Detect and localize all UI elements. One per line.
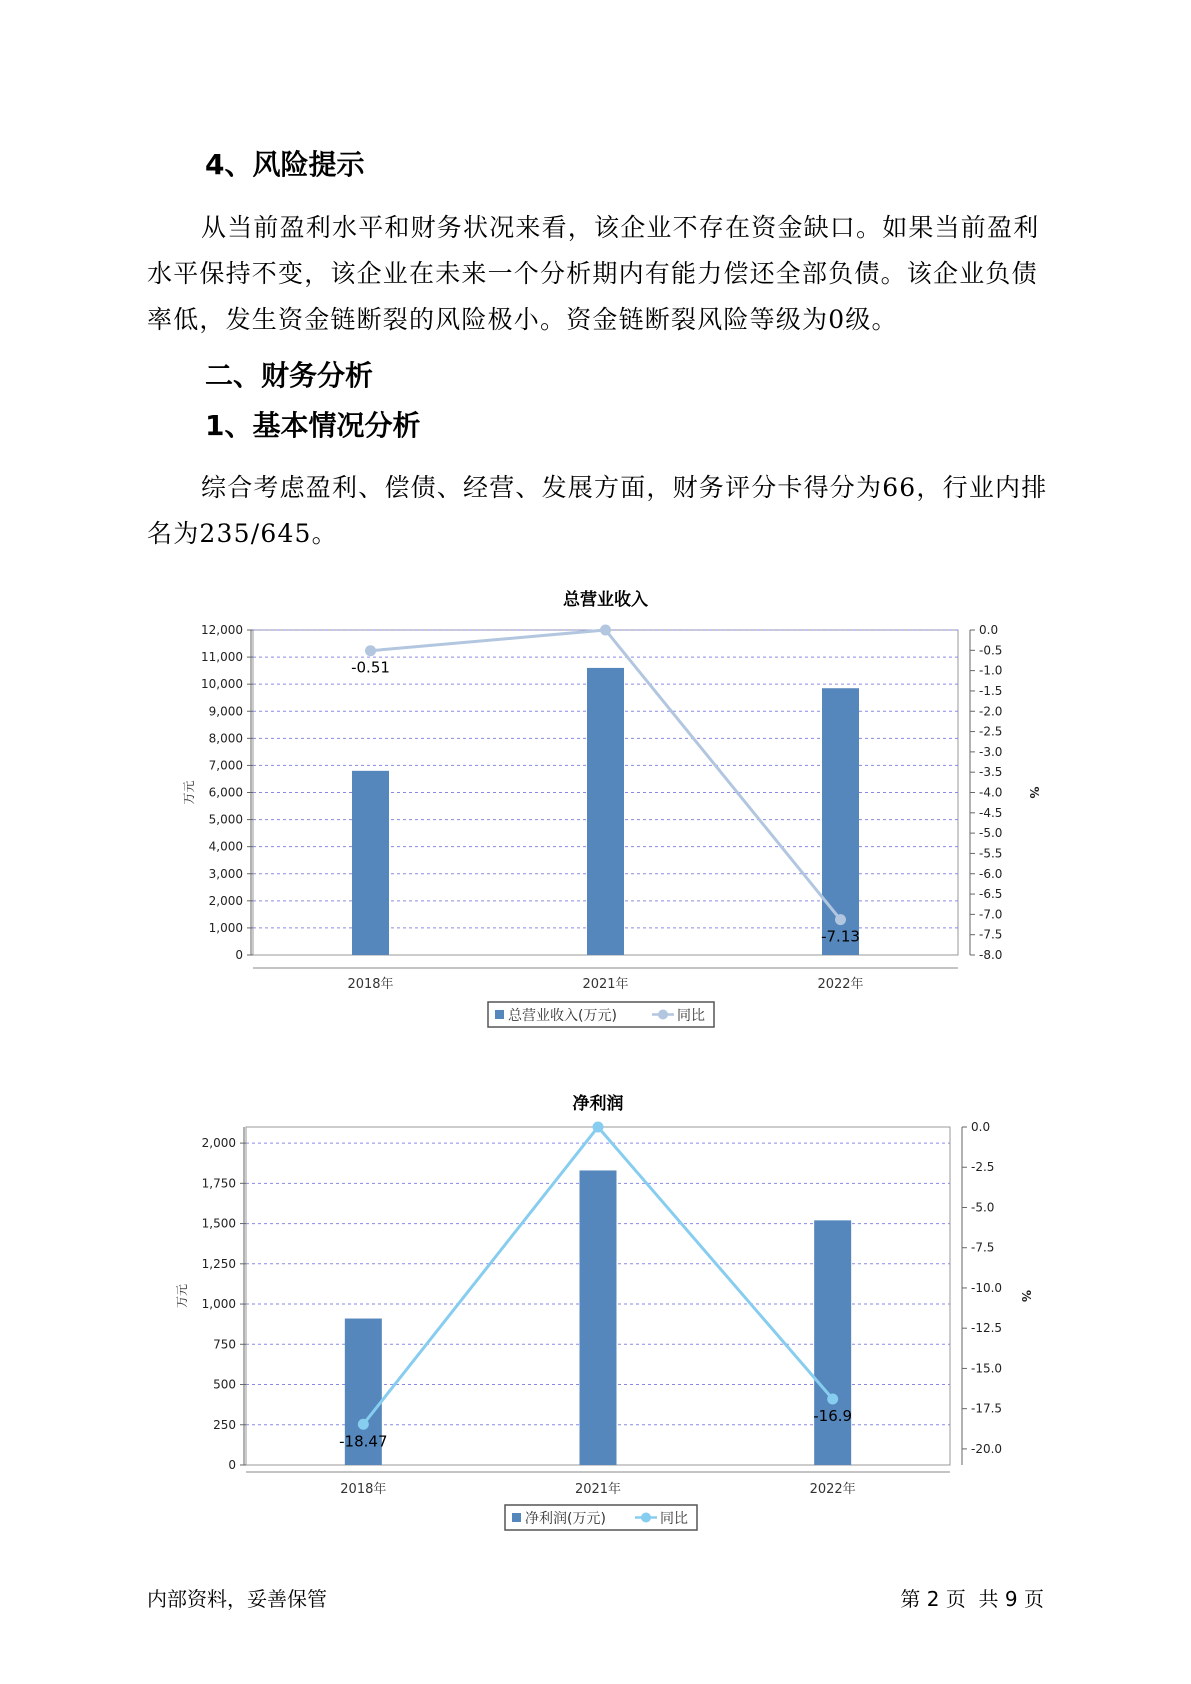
y2-tick-label: 0.0	[979, 623, 999, 637]
y2-tick-label: -8.0	[979, 948, 1003, 962]
y2-axis-title: %	[1019, 1289, 1033, 1303]
y2-tick-label: -2.5	[971, 1160, 995, 1175]
footer-confidential: 内部资料，妥善保管	[147, 1587, 327, 1611]
y-tick-label: 4,000	[208, 839, 243, 854]
footer-page-number: 第 2 页 共 9 页	[900, 1587, 1044, 1611]
basic-paragraph: 综合考虑盈利、偿债、经营、发展方面，财务评分卡得分为66，行业内排名为235/645。	[147, 473, 1048, 548]
yoy-point	[600, 625, 611, 636]
risk-heading: 4、风险提示	[205, 148, 365, 181]
legend-line-label: 同比	[677, 1008, 705, 1024]
y-tick-label: 1,250	[201, 1256, 236, 1271]
y-tick-label: 1,000	[201, 1297, 236, 1312]
x-tick-label: 2022年	[809, 1482, 856, 1497]
revenue-chart	[0, 580, 1191, 1040]
x-tick-label: 2018年	[347, 977, 394, 992]
yoy-data-label: -18.47	[339, 1432, 388, 1451]
y-tick-label: 6,000	[208, 785, 243, 800]
y2-tick-label: -5.0	[979, 826, 1003, 841]
y2-tick-label: -17.5	[971, 1401, 1003, 1416]
y2-tick-label: -7.0	[979, 907, 1003, 922]
x-tick-label: 2022年	[817, 977, 864, 992]
y2-tick-label: -1.0	[979, 663, 1003, 678]
bar	[580, 1170, 617, 1465]
y2-axis-title: %	[1027, 786, 1041, 799]
y2-tick-label: -1.5	[979, 683, 1003, 698]
y-tick-label: 2,000	[201, 1136, 236, 1151]
bar	[587, 668, 624, 955]
chart-svg	[0, 1085, 1191, 1535]
yoy-data-label: -0.51	[351, 658, 390, 677]
y2-tick-label: -4.5	[979, 805, 1003, 820]
basic-heading: 1、基本情况分析	[205, 409, 421, 442]
y-tick-label: 2,000	[208, 893, 243, 908]
yoy-point	[827, 1394, 838, 1405]
legend-line-marker	[658, 1010, 668, 1020]
y-tick-label: 3,000	[208, 866, 243, 881]
x-tick-label: 2018年	[340, 1482, 387, 1497]
y-tick-label: 750	[213, 1337, 236, 1352]
y-tick-label: 7,000	[208, 758, 243, 773]
y2-tick-label: -12.5	[971, 1321, 1003, 1336]
risk-paragraph: 从当前盈利水平和财务状况来看，该企业不存在资金缺口。如果当前盈利水平保持不变，该企业在未来一个分析期内有能力偿还全部负债。该企业负债率低，发生资金链断裂的风险极小。资金链断裂风险等级为0级。	[147, 213, 1040, 334]
yoy-point	[593, 1122, 604, 1133]
y-tick-label: 1,750	[201, 1176, 236, 1191]
y2-tick-label: -3.0	[979, 744, 1003, 759]
y-tick-label: 9,000	[208, 704, 243, 719]
y-tick-label: 8,000	[208, 731, 243, 746]
y2-tick-label: -0.5	[979, 643, 1003, 658]
legend-bar-swatch	[495, 1010, 504, 1019]
y2-tick-label: 0.0	[971, 1120, 991, 1134]
chart-svg	[0, 580, 1191, 1040]
net-profit-chart	[0, 1085, 1191, 1535]
y-tick-label: 0	[228, 1458, 236, 1472]
y2-tick-label: -2.0	[979, 704, 1003, 719]
yoy-data-label: -7.13	[821, 927, 860, 946]
bar	[352, 771, 389, 955]
bar	[814, 1220, 851, 1465]
y2-tick-label: -3.5	[979, 765, 1003, 780]
y2-tick-label: -5.0	[971, 1200, 995, 1215]
y2-tick-label: -7.5	[971, 1240, 995, 1255]
chart-title: 净利润	[572, 1094, 624, 1114]
y2-tick-label: -4.0	[979, 785, 1003, 800]
y-tick-label: 11,000	[201, 650, 243, 665]
y2-tick-label: -7.5	[979, 927, 1003, 942]
finance-heading: 二、财务分析	[205, 359, 374, 392]
y2-tick-label: -6.0	[979, 866, 1003, 881]
y2-tick-label: -20.0	[971, 1441, 1003, 1456]
y-tick-label: 5,000	[208, 812, 243, 827]
yoy-point	[358, 1419, 369, 1430]
x-tick-label: 2021年	[574, 1482, 622, 1497]
yoy-data-label: -16.9	[813, 1407, 853, 1426]
y-tick-label: 10,000	[201, 677, 243, 692]
y-tick-label: 1,000	[208, 920, 243, 935]
legend-line-marker	[641, 1513, 651, 1523]
x-tick-label: 2021年	[582, 977, 629, 992]
y-tick-label: 0	[235, 948, 243, 962]
yoy-point	[365, 645, 376, 656]
legend-bar-label: 净利润(万元)	[525, 1511, 606, 1527]
legend-bar-label: 总营业收入(万元)	[508, 1008, 617, 1024]
legend-line-label: 同比	[660, 1511, 688, 1527]
y-tick-label: 500	[213, 1377, 236, 1392]
y-tick-label: 1,500	[201, 1216, 236, 1231]
y-axis-title: 万元	[175, 1283, 189, 1309]
chart-title: 总营业收入	[563, 590, 648, 610]
yoy-point	[835, 914, 846, 925]
y2-tick-label: -5.5	[979, 846, 1003, 861]
legend-bar-swatch	[512, 1513, 521, 1522]
y2-tick-label: -15.0	[971, 1361, 1003, 1376]
y-tick-label: 12,000	[201, 623, 243, 637]
y2-tick-label: -10.0	[971, 1280, 1003, 1295]
y-tick-label: 250	[213, 1417, 236, 1432]
y-axis-title: 万元	[182, 780, 196, 805]
y2-tick-label: -2.5	[979, 724, 1003, 739]
y2-tick-label: -6.5	[979, 887, 1003, 902]
